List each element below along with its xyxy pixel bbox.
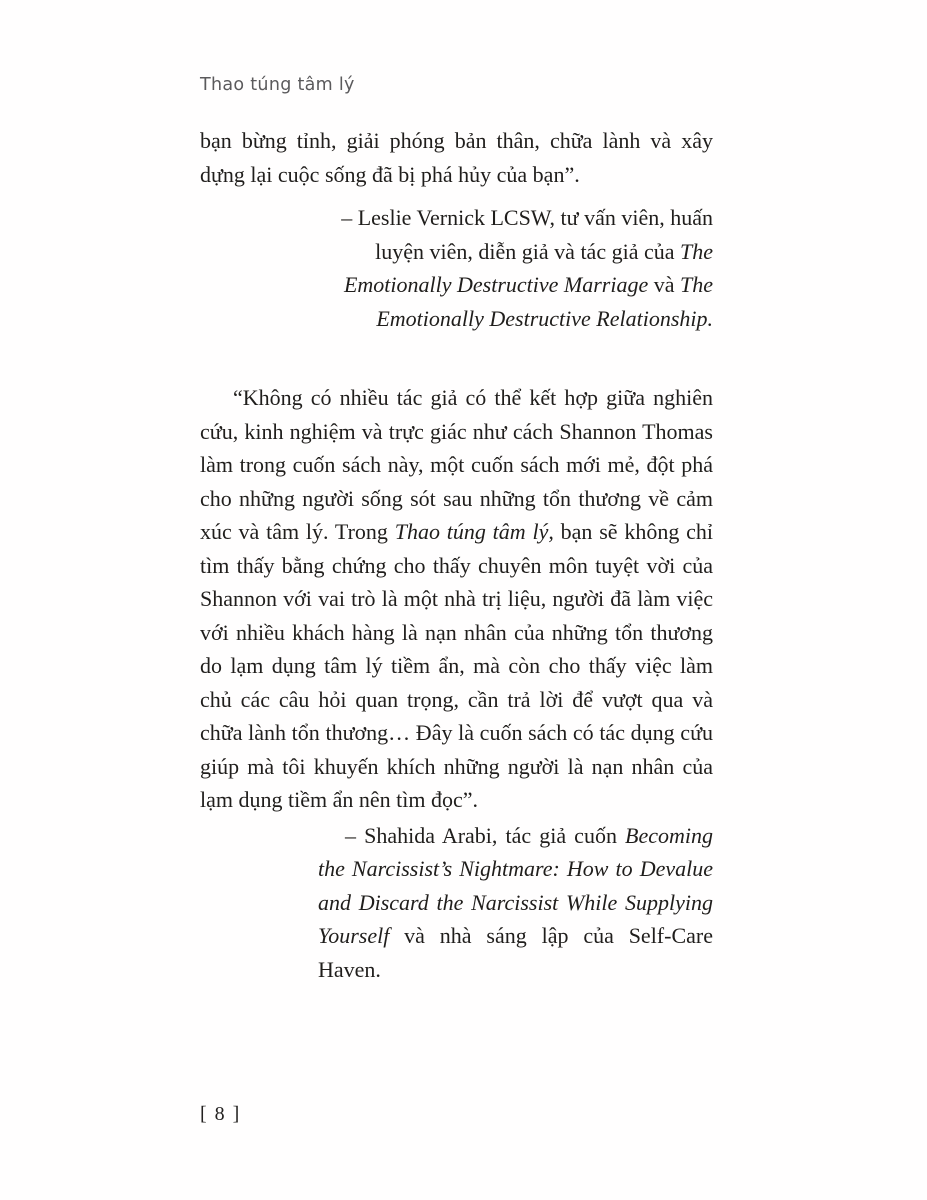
running-header-title: Thao túng tâm lý [200, 75, 355, 95]
paragraph-quote-continuation: bạn bừng tỉnh, giải phóng bản thân, chữa lành và xây dựng lại cuộc sống đã bị phá hủy của bạn”. [200, 128, 713, 187]
page-number: [ 8 ] [200, 1103, 241, 1125]
quote-text: “Không có nhiều tác giả có thể kết hợp giữa nghiên cứu, kinh nghiệm và trực giác như cách Shannon Thomas làm trong cuốn sách này, một cuốn sách mới mẻ, đột phá cho những người sống sót sau những tổn thương về cảm xúc và tâm lý. Trong [200, 385, 713, 544]
quote-text: bạn sẽ không chỉ tìm thấy bằng chứng cho thấy chuyên môn tuyệt vời của Shannon với vai trò là một nhà trị liệu, người đã làm việc với nhiều khách hàng là nạn nhân của những tổn thương do lạm dụng tâm lý tiềm ẩn, mà còn cho thấy việc làm chủ các câu hỏi quan trọng, cần trả lời để vượt qua và chữa lành tổn thương… Đây là cuốn sách có tác dụng cứu giúp mà tôi khuyến khích những người là nạn nhân của lạm dụng tiềm ẩn nên tìm đọc”. [200, 519, 713, 812]
cited-book-title: Thao túng tâm lý, [394, 519, 554, 544]
attribution-shahida-arabi [318, 819, 713, 987]
cited-book-title: The Emotionally Destructive Marriage [343, 238, 713, 297]
paragraph-quote-shahida [200, 381, 713, 817]
cited-book-title: The Emotionally Destructive Relationship. [376, 272, 713, 331]
attribution-text: – Shahida Arabi, tác giả cuốn [345, 822, 626, 848]
cited-book-title: Becoming the Narcissist’s Nightmare: How to Devalue and Discard the Narcissist While Supplying Yourself [318, 822, 713, 948]
attribution-leslie-vernick [200, 201, 713, 335]
attribution-text: và nhà sáng lập của Self-Care Haven. [318, 923, 713, 982]
attribution-text: và [648, 272, 680, 297]
attribution-text: – Leslie Vernick LCSW, tư vấn viên, huấn luyện viên, diễn giả và tác giả của [341, 205, 713, 264]
